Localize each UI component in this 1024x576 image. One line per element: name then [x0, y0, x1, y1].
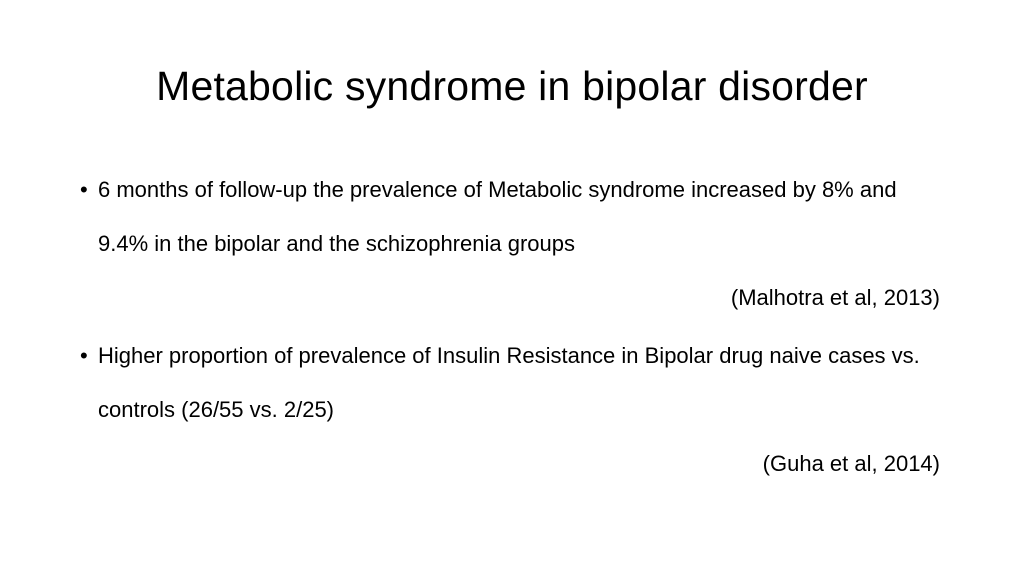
citation: (Malhotra et al, 2013) [730, 285, 940, 310]
bullet-item [70, 329, 950, 437]
bullet-text: 6 months of follow-up the prevalence of Metabolic syndrome increased by 8% and 9.4% in the bipolar and the schizophrenia groups [98, 177, 897, 256]
bullet-item [70, 163, 950, 271]
bullet-marker: • [80, 177, 88, 202]
slide-title: Metabolic syndrome in bipolar disorder [156, 63, 868, 109]
bullet-text: Higher proportion of prevalence of Insulin Resistance in Bipolar drug naive cases vs. controls (26/55 vs. 2/25) [98, 343, 920, 422]
bullet-marker: • [80, 343, 88, 368]
citation: (Guha et al, 2014) [762, 451, 940, 476]
slide-content [70, 163, 950, 495]
